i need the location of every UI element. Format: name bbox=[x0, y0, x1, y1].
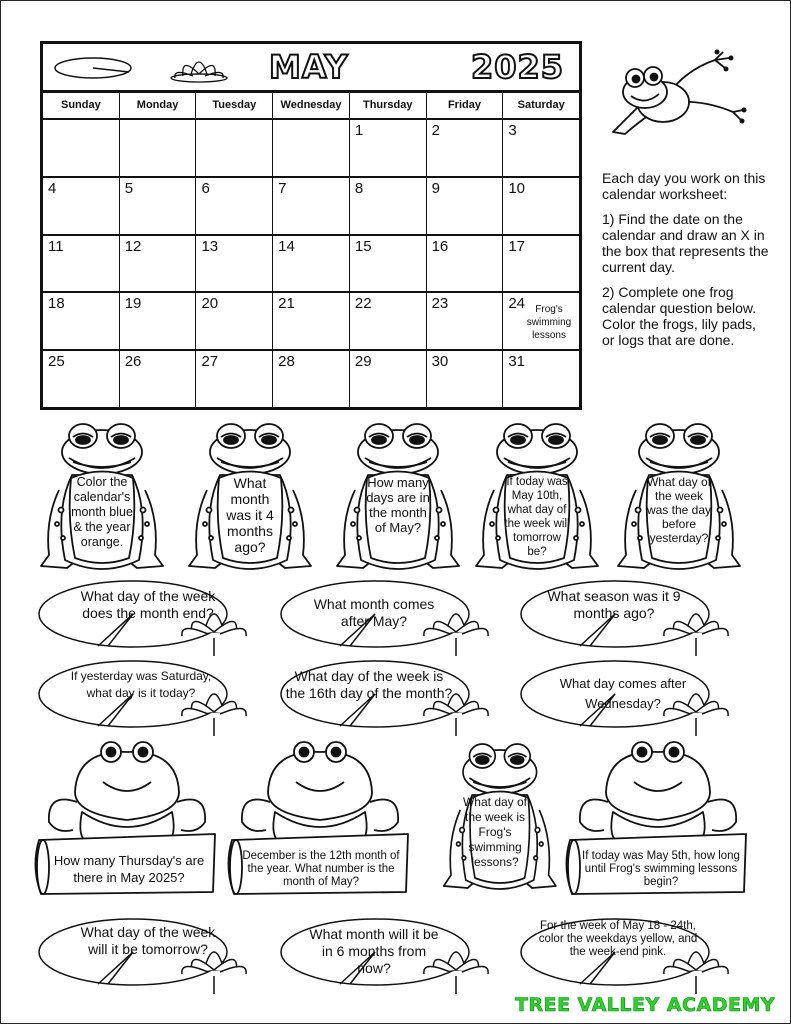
frog-question-1 bbox=[37, 420, 167, 575]
calendar-day-number: 4 bbox=[48, 179, 57, 197]
day-of-week-header: Wednesday bbox=[273, 93, 350, 118]
day-of-week-header: Tuesday bbox=[196, 93, 273, 118]
calendar-day-cell[interactable] bbox=[196, 351, 273, 407]
calendar-day-cell[interactable] bbox=[503, 236, 579, 292]
calendar-day-cell[interactable] bbox=[120, 293, 197, 349]
calendar-day-cell[interactable] bbox=[120, 236, 197, 292]
calendar-event-note: Frog's swimming lessons bbox=[526, 304, 572, 342]
lily-pad-question-text: For the week of May 18 - 24th, color the weekdays yellow, and the week-end pink. bbox=[538, 920, 698, 958]
frog-question-4 bbox=[472, 420, 602, 575]
log-question-text: December is the 12th month of the year. What number is the month of May? bbox=[242, 850, 400, 888]
year-title: 2025 bbox=[471, 48, 565, 86]
month-title: MAY bbox=[269, 48, 349, 86]
instructions-intro: Each day you work on this calendar worksheet: bbox=[602, 170, 766, 202]
calendar-day-number: 23 bbox=[431, 295, 449, 313]
calendar-day-cell[interactable] bbox=[427, 120, 504, 176]
calendar-day-cell[interactable] bbox=[43, 236, 120, 292]
calendar-day-cell[interactable] bbox=[273, 120, 350, 176]
frog-question-3 bbox=[333, 420, 463, 575]
calendar-day-number: 26 bbox=[124, 353, 142, 371]
brand-logo-text: TREE VALLEY ACADEMY bbox=[515, 994, 776, 1016]
calendar-day-number: 22 bbox=[354, 295, 372, 313]
calendar-day-number: 29 bbox=[354, 353, 372, 371]
calendar-day-number: 21 bbox=[278, 295, 295, 313]
calendar-day-number: 19 bbox=[124, 295, 142, 313]
lily-pad-question-1 bbox=[38, 580, 268, 650]
calendar-day-cell[interactable] bbox=[43, 293, 120, 349]
lily-pad-question-text: If yesterday was Saturday, what day is it today? bbox=[70, 669, 212, 700]
frog-question-text: What day of the week is Frog's swimming lessons? bbox=[462, 795, 528, 869]
calendar-day-number: 17 bbox=[508, 237, 525, 255]
log-frog-question-1 bbox=[37, 742, 217, 894]
calendar bbox=[40, 41, 582, 410]
frog-question-6 bbox=[440, 740, 560, 895]
calendar-day-number: 10 bbox=[508, 179, 525, 197]
frog-question-text: What month was it 4 months ago? bbox=[226, 475, 274, 555]
lily-pad-question-7 bbox=[38, 918, 268, 988]
lily-pad-question-text: What season was it 9 months ago? bbox=[547, 588, 681, 621]
log-frog-question-2 bbox=[230, 742, 410, 894]
calendar-week-row bbox=[43, 293, 579, 351]
lily-pad-question-2 bbox=[280, 580, 510, 650]
lily-pad-question-text: What month comes after May? bbox=[313, 596, 435, 629]
calendar-day-cell[interactable] bbox=[196, 178, 273, 234]
instructions bbox=[602, 170, 772, 357]
calendar-day-cell[interactable] bbox=[503, 120, 579, 176]
calendar-day-cell[interactable] bbox=[273, 178, 350, 234]
calendar-day-number: 14 bbox=[278, 237, 295, 255]
lily-pad-question-text: What day of the week will it be tomorrow? bbox=[80, 924, 216, 957]
calendar-day-cell[interactable] bbox=[273, 236, 350, 292]
calendar-week-row bbox=[43, 120, 579, 178]
lily-pad-question-9 bbox=[520, 918, 750, 988]
log-frog-question-3 bbox=[568, 742, 748, 894]
calendar-day-cell[interactable] bbox=[503, 351, 579, 407]
calendar-day-number: 31 bbox=[508, 353, 525, 371]
day-of-week-header: Saturday bbox=[517, 99, 565, 111]
calendar-day-number: 2 bbox=[431, 122, 440, 139]
lily-pad-question-text: What day of the week is the 16th day of the month? bbox=[285, 668, 453, 701]
log-question-text: How many Thursday's are there in May 2025? bbox=[53, 853, 205, 885]
calendar-day-cell[interactable] bbox=[503, 178, 579, 234]
calendar-day-number: 18 bbox=[48, 295, 65, 313]
instructions-step-1: 1) Find the date on the calendar and draw an X in the box that represents the current day. bbox=[602, 211, 769, 275]
calendar-day-cell[interactable] bbox=[503, 293, 579, 349]
calendar-day-number: 3 bbox=[508, 122, 517, 139]
calendar-day-cell[interactable] bbox=[350, 178, 427, 234]
calendar-day-cell[interactable] bbox=[43, 120, 120, 176]
lily-pad-question-4 bbox=[38, 660, 268, 730]
calendar-day-number: 1 bbox=[354, 122, 364, 139]
frog-question-text: Color the calendar's month blue & the year orange. bbox=[71, 475, 133, 549]
calendar-day-cell[interactable] bbox=[43, 178, 120, 234]
calendar-week-row bbox=[43, 236, 579, 294]
calendar-day-cell[interactable] bbox=[273, 351, 350, 407]
calendar-day-cell[interactable] bbox=[120, 351, 197, 407]
calendar-day-cell[interactable] bbox=[350, 120, 427, 176]
calendar-day-cell[interactable] bbox=[427, 236, 504, 292]
lily-pad-question-text: What month will it be in 6 months from now? bbox=[309, 926, 439, 976]
calendar-day-cell[interactable] bbox=[427, 293, 504, 349]
calendar-day-cell[interactable] bbox=[273, 293, 350, 349]
lily-pad-question-6 bbox=[520, 660, 750, 730]
calendar-day-cell[interactable] bbox=[196, 236, 273, 292]
lily-pad-question-8 bbox=[280, 918, 510, 988]
log-question-text: If today was May 5th, how long until Frog's swimming lessons begin? bbox=[582, 850, 740, 888]
lily-pad-question-5 bbox=[280, 660, 510, 730]
frog-question-text: How many days are in the month of May? bbox=[366, 475, 430, 535]
calendar-day-number: 12 bbox=[124, 237, 142, 255]
calendar-day-cell[interactable] bbox=[350, 351, 427, 407]
calendar-day-cell[interactable] bbox=[350, 293, 427, 349]
calendar-day-number: 27 bbox=[201, 353, 219, 371]
calendar-day-number: 8 bbox=[354, 179, 364, 197]
calendar-day-number: 15 bbox=[354, 237, 372, 255]
calendar-day-cell[interactable] bbox=[196, 120, 273, 176]
calendar-day-number: 9 bbox=[431, 179, 440, 197]
instructions-step-2: 2) Complete one frog calendar question below. Color the frogs, lily pads, or logs that are done. bbox=[602, 284, 757, 348]
days-of-week-row bbox=[43, 93, 579, 120]
calendar-day-cell[interactable] bbox=[427, 178, 504, 234]
calendar-day-number: 6 bbox=[201, 179, 210, 197]
calendar-day-cell[interactable] bbox=[196, 293, 273, 349]
lily-pad-question-text: What day of the week does the month end? bbox=[80, 588, 216, 621]
lily-pad-question-3 bbox=[520, 580, 750, 650]
day-of-week-header: Monday bbox=[120, 93, 197, 118]
calendar-day-number: 13 bbox=[201, 237, 219, 255]
calendar-day-number: 16 bbox=[431, 237, 449, 255]
calendar-day-cell[interactable] bbox=[427, 351, 504, 407]
calendar-header bbox=[43, 44, 579, 93]
leaping-frog-icon bbox=[605, 40, 750, 140]
frog-question-2 bbox=[185, 420, 315, 575]
calendar-week-row bbox=[43, 351, 579, 407]
calendar-day-number: 24 bbox=[508, 295, 525, 313]
calendar-day-cell[interactable] bbox=[120, 120, 197, 176]
calendar-day-number: 5 bbox=[124, 179, 134, 197]
calendar-week-row bbox=[43, 178, 579, 236]
calendar-day-number: 30 bbox=[431, 353, 449, 371]
calendar-day-number: 25 bbox=[48, 353, 65, 371]
frog-question-text: If today was May 10th, what day of the week will tomorrow be? bbox=[504, 476, 570, 558]
day-of-week-header: Thursday bbox=[350, 93, 427, 118]
frog-question-text: What day of the week was the day before yesterday? bbox=[646, 475, 712, 545]
calendar-day-number: 20 bbox=[201, 295, 219, 313]
calendar-grid bbox=[43, 120, 579, 407]
calendar-day-number: 28 bbox=[278, 353, 295, 371]
lily-pad-question-text: What day comes after Wednesday? bbox=[559, 676, 687, 711]
calendar-day-number: 7 bbox=[278, 179, 287, 197]
calendar-day-cell[interactable] bbox=[350, 236, 427, 292]
day-of-week-header: Sunday bbox=[43, 93, 120, 118]
calendar-day-number: 11 bbox=[48, 237, 64, 255]
calendar-day-cell[interactable] bbox=[120, 178, 197, 234]
frog-question-5 bbox=[614, 420, 744, 575]
day-of-week-header: Friday bbox=[427, 93, 504, 118]
calendar-day-cell[interactable] bbox=[43, 351, 120, 407]
